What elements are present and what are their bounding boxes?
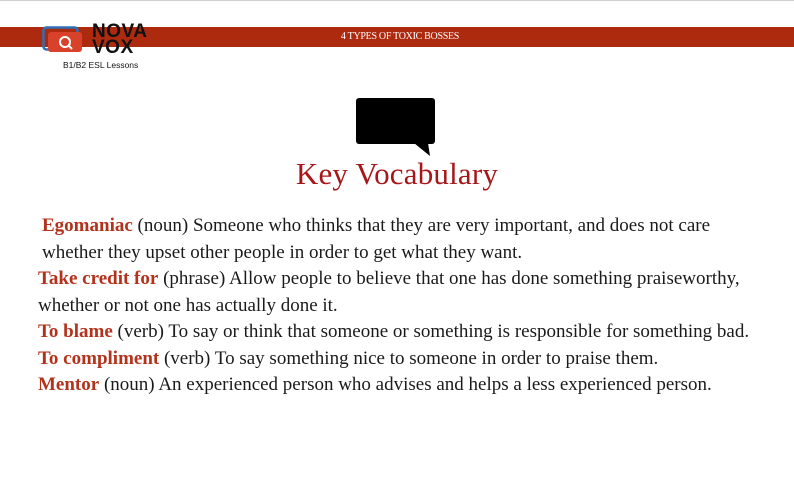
vocab-term: To blame xyxy=(38,321,113,342)
vocab-definition: To say or think that someone or something is responsible for something bad. xyxy=(168,321,750,342)
vocabulary-list xyxy=(38,213,758,399)
vocab-term: Egomaniac xyxy=(42,215,133,236)
page-title: Key Vocabulary xyxy=(295,156,499,191)
vocab-part-of-speech: (verb) xyxy=(117,321,164,342)
logo-tagline: B1/B2 ESL Lessons xyxy=(63,60,139,70)
vocab-entry xyxy=(38,266,758,319)
vocab-part-of-speech: (phrase) xyxy=(163,268,226,289)
vocab-entry xyxy=(38,319,758,346)
vocab-entry xyxy=(38,372,758,399)
vocab-part-of-speech: (noun) xyxy=(137,215,189,236)
vocab-part-of-speech: (noun) xyxy=(103,374,155,395)
vocab-definition: An experienced person who advises and helps a less experienced person. xyxy=(158,374,712,395)
vocab-definition: To say something nice to someone in order to praise them. xyxy=(214,347,659,369)
nova-vox-logo-icon xyxy=(42,26,84,54)
logo-line-2: VOX xyxy=(92,37,134,58)
vocab-definition: Allow people to believe that one has done something praiseworthy, whether or not one has actually done it. xyxy=(38,268,740,316)
header-title: 4 TYPES OF TOXIC BOSSES xyxy=(340,31,460,42)
vocab-term: Take credit for xyxy=(38,268,159,289)
speech-bubble-icon xyxy=(356,98,436,160)
logo-wordmark xyxy=(92,21,148,58)
logo xyxy=(40,21,190,74)
logo-line-1: NOVA xyxy=(92,21,148,42)
vocab-definition: Someone who thinks that they are very important, and does not care whether they upset other people in order to get what they want. xyxy=(42,215,711,263)
top-divider xyxy=(0,0,794,1)
vocab-part-of-speech: (verb) xyxy=(163,347,211,369)
vocab-entry xyxy=(38,213,758,266)
vocab-entry xyxy=(38,346,758,373)
vocab-term: Mentor xyxy=(38,374,100,395)
vocab-term: To compliment xyxy=(38,347,160,369)
